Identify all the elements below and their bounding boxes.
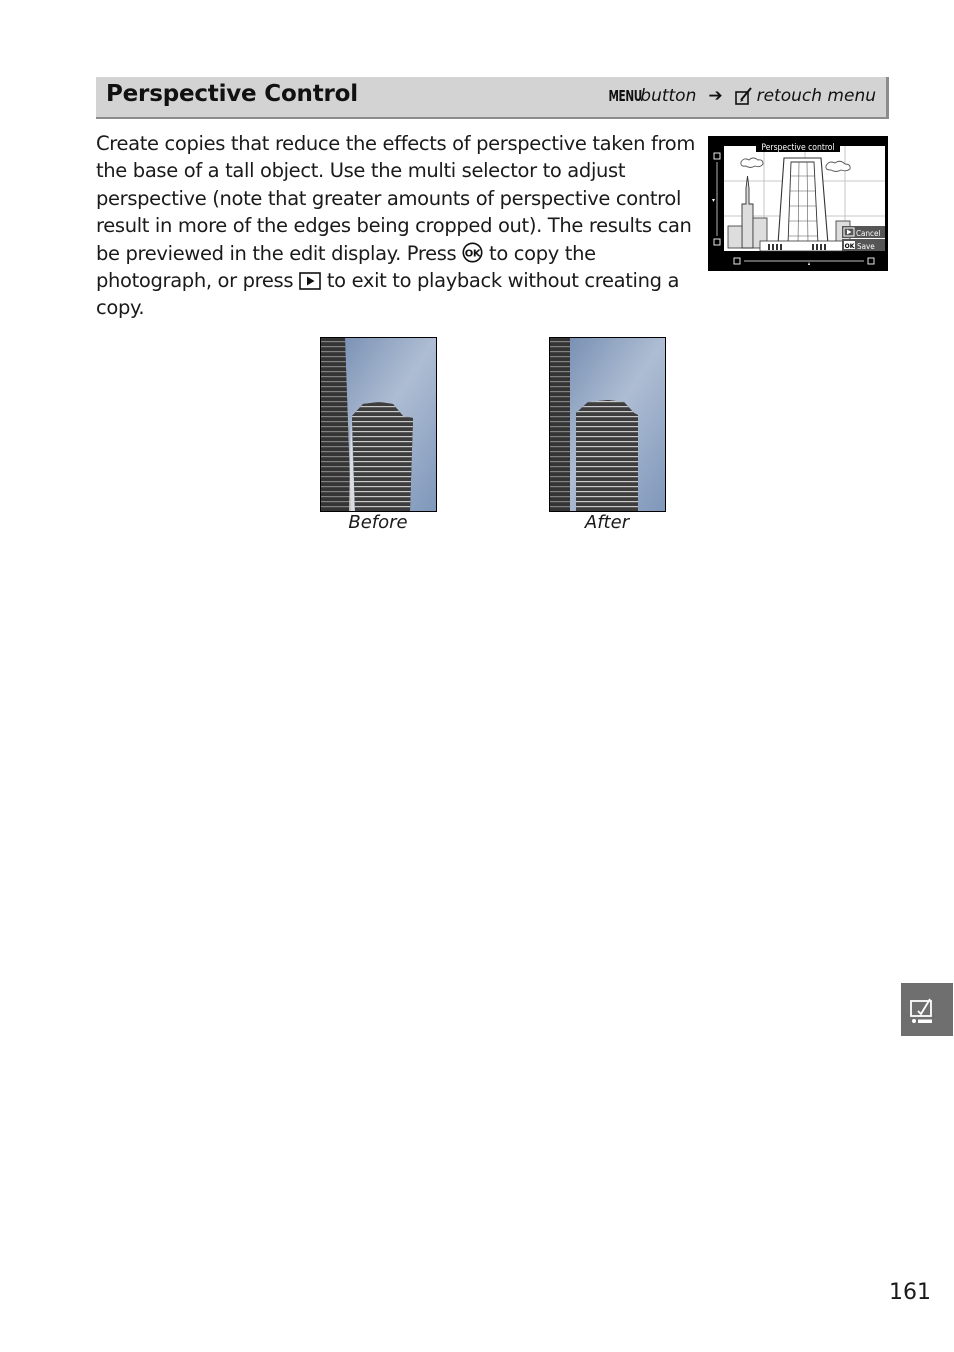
- retouch-menu-label: retouch menu: [756, 86, 876, 106]
- playback-button-icon: [299, 272, 321, 290]
- save-label: Save: [857, 242, 875, 251]
- after-photo: [549, 337, 666, 512]
- page-title: Perspective Control: [106, 81, 358, 107]
- camera-screen-graphic: [708, 136, 888, 271]
- body-paragraph: [96, 130, 696, 322]
- page-number: 161: [889, 1280, 931, 1305]
- ok-button-icon: [462, 242, 483, 263]
- before-photo: [320, 337, 437, 512]
- retouch-tab-icon: [901, 983, 953, 1036]
- button-word: button: [640, 86, 697, 106]
- ok-label: OK: [844, 243, 855, 250]
- arrow-right-icon: ➔: [708, 86, 723, 106]
- retouch-section-tab: [901, 983, 953, 1036]
- menu-button-label: MENU: [608, 87, 643, 105]
- body-text-1: Create copies that reduce the effects of perspective taken from the base of a tall object. Use the multi selector to adjust perspective (note that greater amounts of perspective control result in more of the edges being cropped out). The results can be previewed in the edit display. Press: [96, 132, 695, 265]
- body-text-3: to exit to playback without creating a copy.: [96, 269, 680, 320]
- camera-screen-illustration: [708, 136, 888, 271]
- after-caption: After: [584, 512, 630, 533]
- section-header: [96, 77, 886, 119]
- retouch-menu-icon: [735, 87, 753, 105]
- menu-path: [599, 86, 876, 106]
- svg-text:OK: OK: [464, 248, 481, 260]
- before-caption: Before: [348, 512, 408, 533]
- cancel-label: Cancel: [856, 229, 881, 238]
- body-text-2: to copy the photograph, or press: [96, 241, 596, 293]
- camera-screen-title: Perspective control: [761, 143, 835, 153]
